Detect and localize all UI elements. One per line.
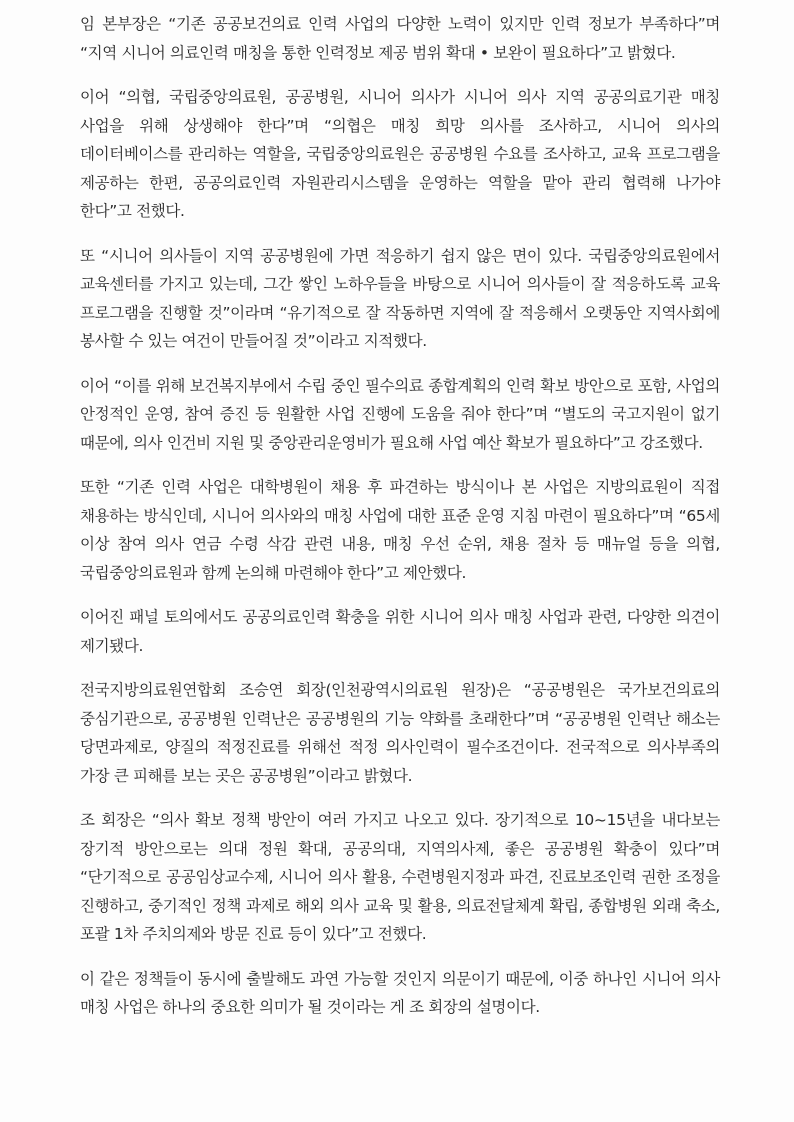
paragraph-3: 또 “시니어 의사들이 지역 공공병원에 가면 적응하기 쉽지 않은 면이 있다. 국립중앙의료원에서 교육센터를 가지고 있는데, 그간 쌓인 노하우들을 바탕으로 시니어 의사들이 잘 적응하도록 교육 프로그램을 진행할 것”이라며 “유기적으로 잘 작동하면 지역에 잘 적응해서 오랫동안 지역사회에 봉사할 수 있는 여건이 만들어질 것”이라고 지적했다. xyxy=(80,246,720,350)
article-body xyxy=(80,10,720,1038)
paragraph-5: 또한 “기존 인력 사업은 대학병원이 채용 후 파견하는 방식이나 본 사업은 지방의료원이 직접 채용하는 방식인데, 시니어 의사와의 매칭 사업에 대한 표준 운영 지침 마련이 필요하다”며 “65세 이상 참여 의사 연금 수령 삭감 관련 내용, 매칭 우선 순위, 채용 절차 등 매뉴얼 등을 의협, 국립중앙의료원과 함께 논의해 마련해야 한다”고 제안했다. xyxy=(80,478,720,582)
paragraph-8: 조 회장은 “의사 확보 정책 방안이 여러 가지고 나오고 있다. 장기적으로 10~15년을 내다보는 장기적 방안으로는 의대 정원 확대, 공공의대, 지역의사제, 좋은 공공병원 확충이 있다”며 “단기적으로 공공임상교수제, 시니어 의사 활용, 수련병원지정과 파견, 진료보조인력 권한 조정을 진행하고, 중기적인 정책 과제로 해외 의사 교육 및 활용, 의료전달체계 확립, 종합병원 외래 축소, 포괄 1차 주치의제와 방문 진료 등이 있다”고 전했다. xyxy=(80,811,720,943)
paragraph-1: 임 본부장은 “기존 공공보건의료 인력 사업의 다양한 노력이 있지만 인력 정보가 부족하다”며 “지역 시니어 의료인력 매칭을 통한 인력정보 제공 범위 확대 • 보완이 필요하다”고 밝혔다. xyxy=(80,15,720,62)
paragraph-9: 이 같은 정책들이 동시에 출발해도 과연 가능할 것인지 의문이기 때문에, 이중 하나인 시니어 의사 매칭 사업은 하나의 중요한 의미가 될 것이라는 게 조 회장의 설명이다. xyxy=(80,969,720,1016)
paragraph-2: 이어 “의협, 국립중앙의료원, 공공병원, 시니어 의사가 시니어 의사 지역 공공의료기관 매칭 사업을 위해 상생해야 한다”며 “의협은 매칭 희망 의사를 조사하고, 시니어 의사의 데이터베이스를 관리하는 역할을, 국립중앙의료원은 공공병원 수요를 조사하고, 교육 프로그램을 제공하는 한편, 공공의료인력 자원관리시스템을 운영하는 역할을 맡아 관리 협력해 나가야 한다”고 전했다. xyxy=(80,88,720,220)
paragraph-7: 전국지방의료원연합회 조승연 회장(인천광역시의료원 원장)은 “공공병원은 국가보건의료의 중심기관으로, 공공병원 인력난은 공공병원의 기능 약화를 초래한다”며 “공공병원 인력난 해소는 당면과제로, 양질의 적정진료를 위해선 적정 의사인력이 필수조건이다. 전국적으로 의사부족의 가장 큰 피해를 보는 곳은 공공병원”이라고 밝혔다. xyxy=(80,681,720,785)
paragraph-4: 이어 “이를 위해 보건복지부에서 수립 중인 필수의료 종합계획의 인력 확보 방안으로 포함, 사업의 안정적인 운영, 참여 증진 등 원활한 사업 진행에 도움을 줘야 한다”며 “별도의 국고지원이 없기 때문에, 의사 인건비 지원 및 중앙관리운영비가 필요해 사업 예산 확보가 필요하다”고 강조했다. xyxy=(80,376,720,452)
paragraph-6: 이어진 패널 토의에서도 공공의료인력 확충을 위한 시니어 의사 매칭 사업과 관련, 다양한 의견이 제기됐다. xyxy=(80,608,720,655)
